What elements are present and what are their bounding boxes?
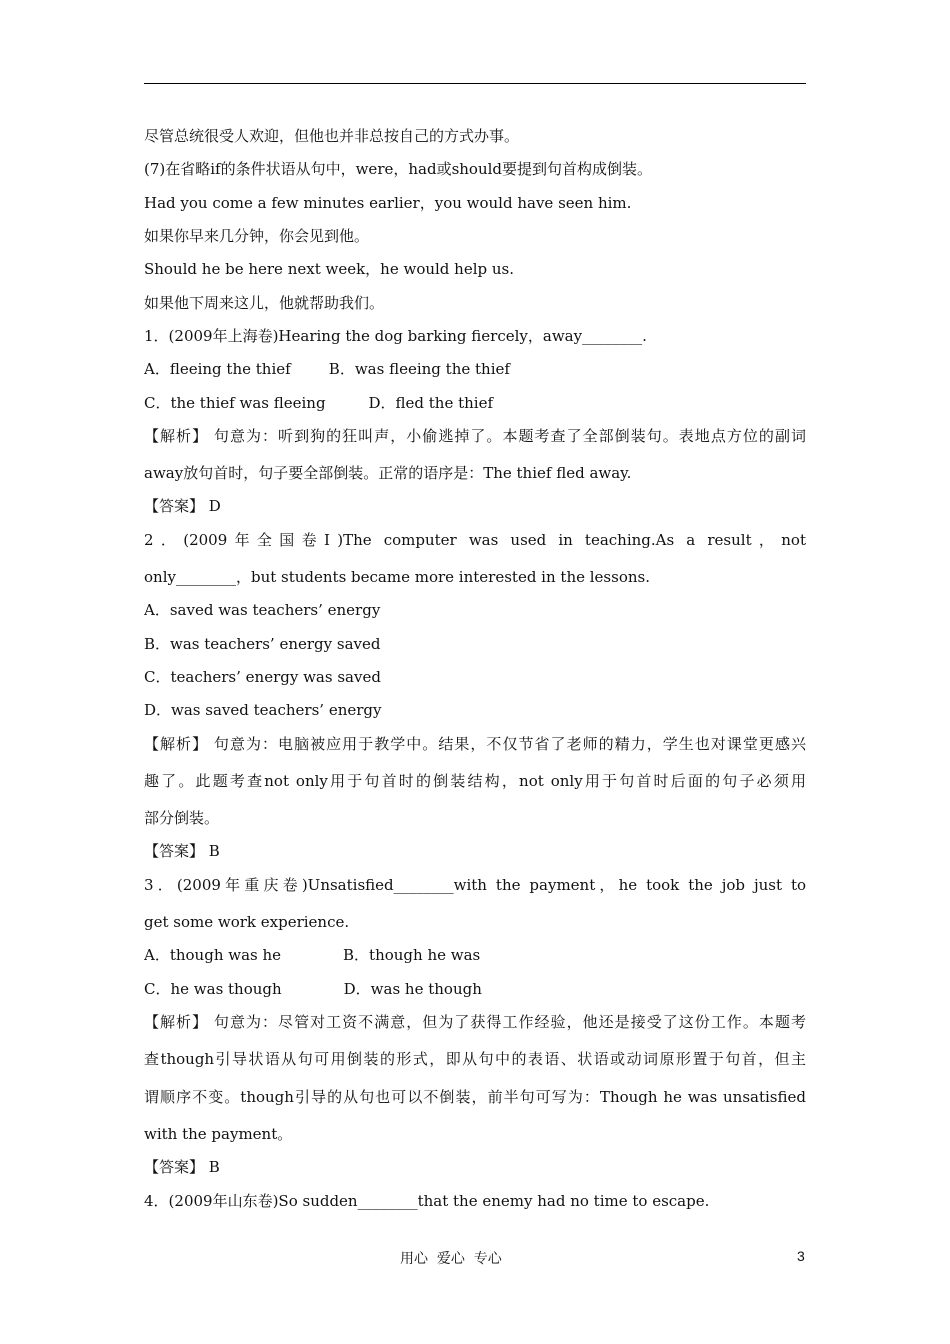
question-2-option-d: D．was saved teachers’ energy bbox=[144, 701, 382, 719]
question-2-answer: 【答案】 B bbox=[144, 842, 220, 860]
question-3-analysis: 【解析】 句意为：尽管对工资不满意，但为了获得工作经验，他还是接受了这份工作。本题考 bbox=[144, 1013, 806, 1031]
question-2-stem-cont: only________，but students became more interested in the lessons. bbox=[144, 568, 650, 586]
question-3-options-ab: A．though was he B．though he was bbox=[144, 946, 481, 964]
question-3-options-cd: C．he was though D．was he though bbox=[144, 980, 482, 998]
question-1-options-ab: A．fleeing the thief B．was fleeing the thief bbox=[144, 360, 510, 378]
page-footer: 用心 爱心 专心 bbox=[400, 1251, 502, 1267]
question-3-stem-cont: get some work experience. bbox=[144, 913, 350, 931]
text-line-5: Should he be here next week，he would help us. bbox=[144, 260, 515, 278]
text-line-6: 如果他下周来这儿，他就帮助我们。 bbox=[144, 294, 385, 312]
page-number: 3 bbox=[797, 1248, 805, 1264]
text-line-3: Had you come a few minutes earlier，you would have seen him. bbox=[144, 194, 632, 212]
text-line-2: (7)在省略if的条件状语从句中，were，had或should要提到句首构成倒装。 bbox=[144, 160, 653, 178]
question-2-option-c: C．teachers’ energy was saved bbox=[144, 668, 381, 686]
question-1-stem: 1．(2009年上海卷)Hearing the dog barking fiercely，away________. bbox=[144, 327, 647, 345]
question-1-answer: 【答案】 D bbox=[144, 497, 221, 515]
question-4-stem: 4．(2009年山东卷)So sudden________that the enemy had no time to escape. bbox=[144, 1192, 710, 1210]
question-2-option-a: A．saved was teachers’ energy bbox=[144, 601, 381, 619]
question-2-analysis-cont: 趣了。此题考查not only用于句首时的倒装结构，not only用于句首时后面的句子必须用 bbox=[144, 772, 806, 790]
question-1-analysis-cont: away放句首时，句子要全部倒装。正常的语序是：The thief fled away. bbox=[144, 464, 632, 482]
text-line-4: 如果你早来几分钟，你会见到他。 bbox=[144, 227, 370, 245]
question-3-analysis-cont: 查though引导状语从句可用倒装的形式，即从句中的表语、状语或动词原形置于句首，但主 bbox=[144, 1050, 806, 1068]
question-2-option-b: B．was teachers’ energy saved bbox=[144, 635, 381, 653]
question-1-options-cd: C．the thief was fleeing D．fled the thief bbox=[144, 394, 493, 412]
question-3-answer: 【答案】 B bbox=[144, 1158, 220, 1176]
question-3-analysis-end: with the payment。 bbox=[144, 1125, 293, 1143]
question-2-analysis-end: 部分倒装。 bbox=[144, 809, 220, 827]
header-rule bbox=[144, 83, 806, 84]
question-2-analysis: 【解析】 句意为：电脑被应用于教学中。结果，不仅节省了老师的精力，学生也对课堂更感兴 bbox=[144, 735, 806, 753]
question-1-analysis: 【解析】 句意为：听到狗的狂叫声，小偷逃掉了。本题考查了全部倒装句。表地点方位的副词 bbox=[144, 427, 806, 445]
text-line-1: 尽管总统很受人欢迎，但他也并非总按自己的方式办事。 bbox=[144, 127, 520, 145]
question-2-stem: 2．(2009年全国卷Ⅰ)The computer was used in teaching.As a result，not bbox=[144, 531, 806, 549]
question-3-stem: 3．(2009年重庆卷)Unsatisfied________with the payment，he took the job just to bbox=[144, 876, 806, 894]
question-3-analysis-cont-2: 谓顺序不变。though引导的从句也可以不倒装，前半句可写为：Though he was unsatisfied bbox=[144, 1088, 806, 1106]
